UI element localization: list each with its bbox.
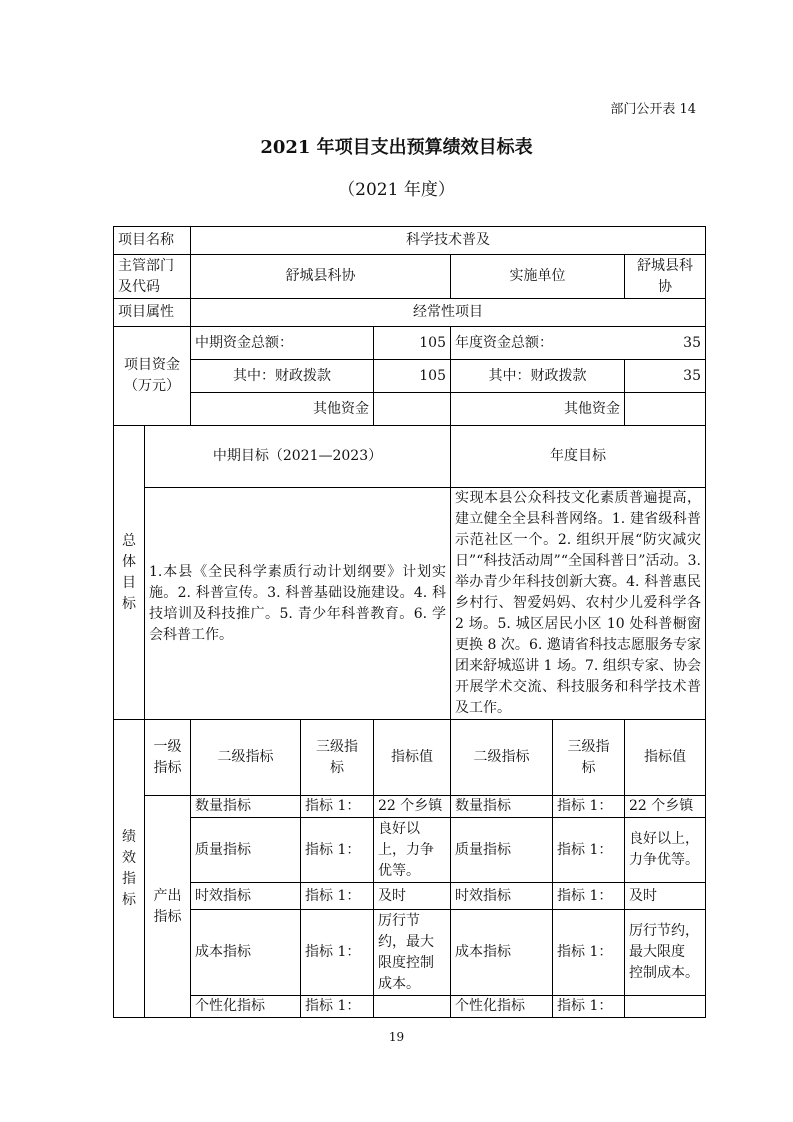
indicator-level3: 指标 1： [301, 996, 374, 1018]
level2-indicator-header-midterm: 二级指标 [191, 720, 301, 796]
goals-content-row [114, 488, 706, 720]
indicator-row-custom [114, 996, 706, 1018]
indicator-level3: 指标 1： [301, 910, 374, 996]
indicator-level2-annual: 成本指标 [451, 910, 553, 996]
form-number-note: 部门公开表 14 [610, 102, 696, 117]
level3-indicator-header-annual: 三级指 标 [553, 720, 625, 796]
indicator-value: 厉行节 约，最大 限度控制 成本。 [374, 910, 451, 996]
page-number: 19 [388, 1030, 405, 1044]
implementer-label: 实施单位 [451, 255, 625, 299]
project-name-label: 项目名称 [114, 227, 191, 255]
project-attribute-row [114, 299, 706, 327]
indicator-level3-annual: 指标 1： [553, 883, 625, 910]
indicator-value: 良好以 上，力争 优等。 [374, 818, 451, 883]
indicator-level2-annual: 质量指标 [451, 818, 553, 883]
level2-indicator-header-annual: 二级指标 [451, 720, 553, 796]
midterm-other-label: 其他资金 [191, 393, 374, 426]
indicator-row-cost [114, 910, 706, 996]
indicator-value-annual: 22 个乡镇 [625, 796, 706, 818]
indicator-value-annual: 及时 [625, 883, 706, 910]
implementer-value: 舒城县科 协 [625, 255, 706, 299]
level3-indicator-header-midterm: 三级指 标 [301, 720, 374, 796]
indicator-level2-annual: 时效指标 [451, 883, 553, 910]
indicator-row-quantity [114, 796, 706, 818]
indicator-value-header-annual: 指标值 [625, 720, 706, 796]
midterm-goal-header: 中期目标（2021—2023） [145, 426, 451, 488]
indicator-level2-annual: 数量指标 [451, 796, 553, 818]
indicator-value: 22 个乡镇 [374, 796, 451, 818]
annual-other-value [625, 393, 706, 426]
annual-fiscal-value: 35 [625, 360, 706, 393]
project-attribute-label: 项目属性 [114, 299, 191, 327]
funds-other-row [114, 393, 706, 426]
funds-label: 项目资金 （万元） [114, 327, 191, 426]
annual-total-label: 年度资金总额： 35 [451, 327, 706, 360]
midterm-total-label: 中期资金总额： [191, 327, 374, 360]
midterm-fiscal-value: 105 [374, 360, 451, 393]
midterm-fiscal-label: 其中：财政拨款 [191, 360, 374, 393]
indicator-row-quality [114, 818, 706, 883]
project-attribute-value: 经常性项目 [191, 299, 706, 327]
midterm-goal-text: 1.本县《全民科学素质行动计划纲要》计划实施。2. 科普宣传。3. 科普基础设施建设。4. 科技培训及科技推广。5. 青少年科普教育。6. 学会科普工作。 [145, 488, 451, 720]
indicator-level2: 数量指标 [191, 796, 301, 818]
department-label: 主管部门 及代码 [114, 255, 191, 299]
indicator-row-timeliness [114, 883, 706, 910]
annual-fiscal-label: 其中：财政拨款 [451, 360, 625, 393]
indicator-level3-annual: 指标 1： [553, 796, 625, 818]
overall-goals-label: 总 体 目 标 [114, 426, 145, 720]
output-indicator-label: 产出 指标 [145, 796, 191, 1018]
indicator-level2-annual: 个性化指标 [451, 996, 553, 1018]
indicator-header-row [114, 720, 706, 796]
midterm-total-value: 105 [374, 327, 451, 360]
department-value: 舒城县科协 [191, 255, 451, 299]
indicator-level3: 指标 1： [301, 796, 374, 818]
indicator-value [374, 996, 451, 1018]
funds-fiscal-row [114, 360, 706, 393]
indicator-level2: 个性化指标 [191, 996, 301, 1018]
page-title: 2021 年项目支出预算绩效目标表 [260, 137, 533, 158]
indicator-level2: 时效指标 [191, 883, 301, 910]
department-row [114, 255, 706, 299]
indicator-level3: 指标 1： [301, 818, 374, 883]
goals-header-row [114, 426, 706, 488]
annual-goal-text: 实现本县公众科技文化素质普遍提高，建立健全全县科普网络。1. 建省级科普示范社区一个。2. 组织开展“防灾减灾日”“科技活动周”“全国科普日”活动。3. 举办青少年科技创新大赛。4. 科普惠民乡村行、智爱妈妈、农村少儿爱科学各 2 场。5. 城区居民小区 10 处科普橱窗更换 8 次。6. 邀请省科技志愿服务专家团来舒城巡讲 1 场。7. 组织专家、协会开展学术交流、科技服务和科学技术普及工作。 [451, 488, 706, 720]
annual-total-value: 35 [683, 334, 701, 351]
annual-other-label: 其他资金 [451, 393, 625, 426]
indicator-level3-annual: 指标 1： [553, 996, 625, 1018]
indicator-level3-annual: 指标 1： [553, 910, 625, 996]
indicator-value-annual [625, 996, 706, 1018]
page-subtitle: （2021 年度） [338, 180, 455, 200]
indicator-level2: 成本指标 [191, 910, 301, 996]
midterm-other-value [374, 393, 451, 426]
level1-indicator-header: 一级 指标 [145, 720, 191, 796]
indicator-level3-annual: 指标 1： [553, 818, 625, 883]
performance-indicators-label: 绩 效 指 标 [114, 720, 145, 1018]
project-name-row [114, 227, 706, 255]
performance-target-table [113, 226, 706, 1018]
funds-total-row [114, 327, 706, 360]
indicator-level3: 指标 1： [301, 883, 374, 910]
indicator-value-annual: 良好以上， 力争优等。 [625, 818, 706, 883]
annual-goal-header: 年度目标 [451, 426, 706, 488]
indicator-level2: 质量指标 [191, 818, 301, 883]
indicator-value: 及时 [374, 883, 451, 910]
project-name-value: 科学技术普及 [191, 227, 706, 255]
indicator-value-header-midterm: 指标值 [374, 720, 451, 796]
indicator-value-annual: 厉行节约， 最大限度 控制成本。 [625, 910, 706, 996]
